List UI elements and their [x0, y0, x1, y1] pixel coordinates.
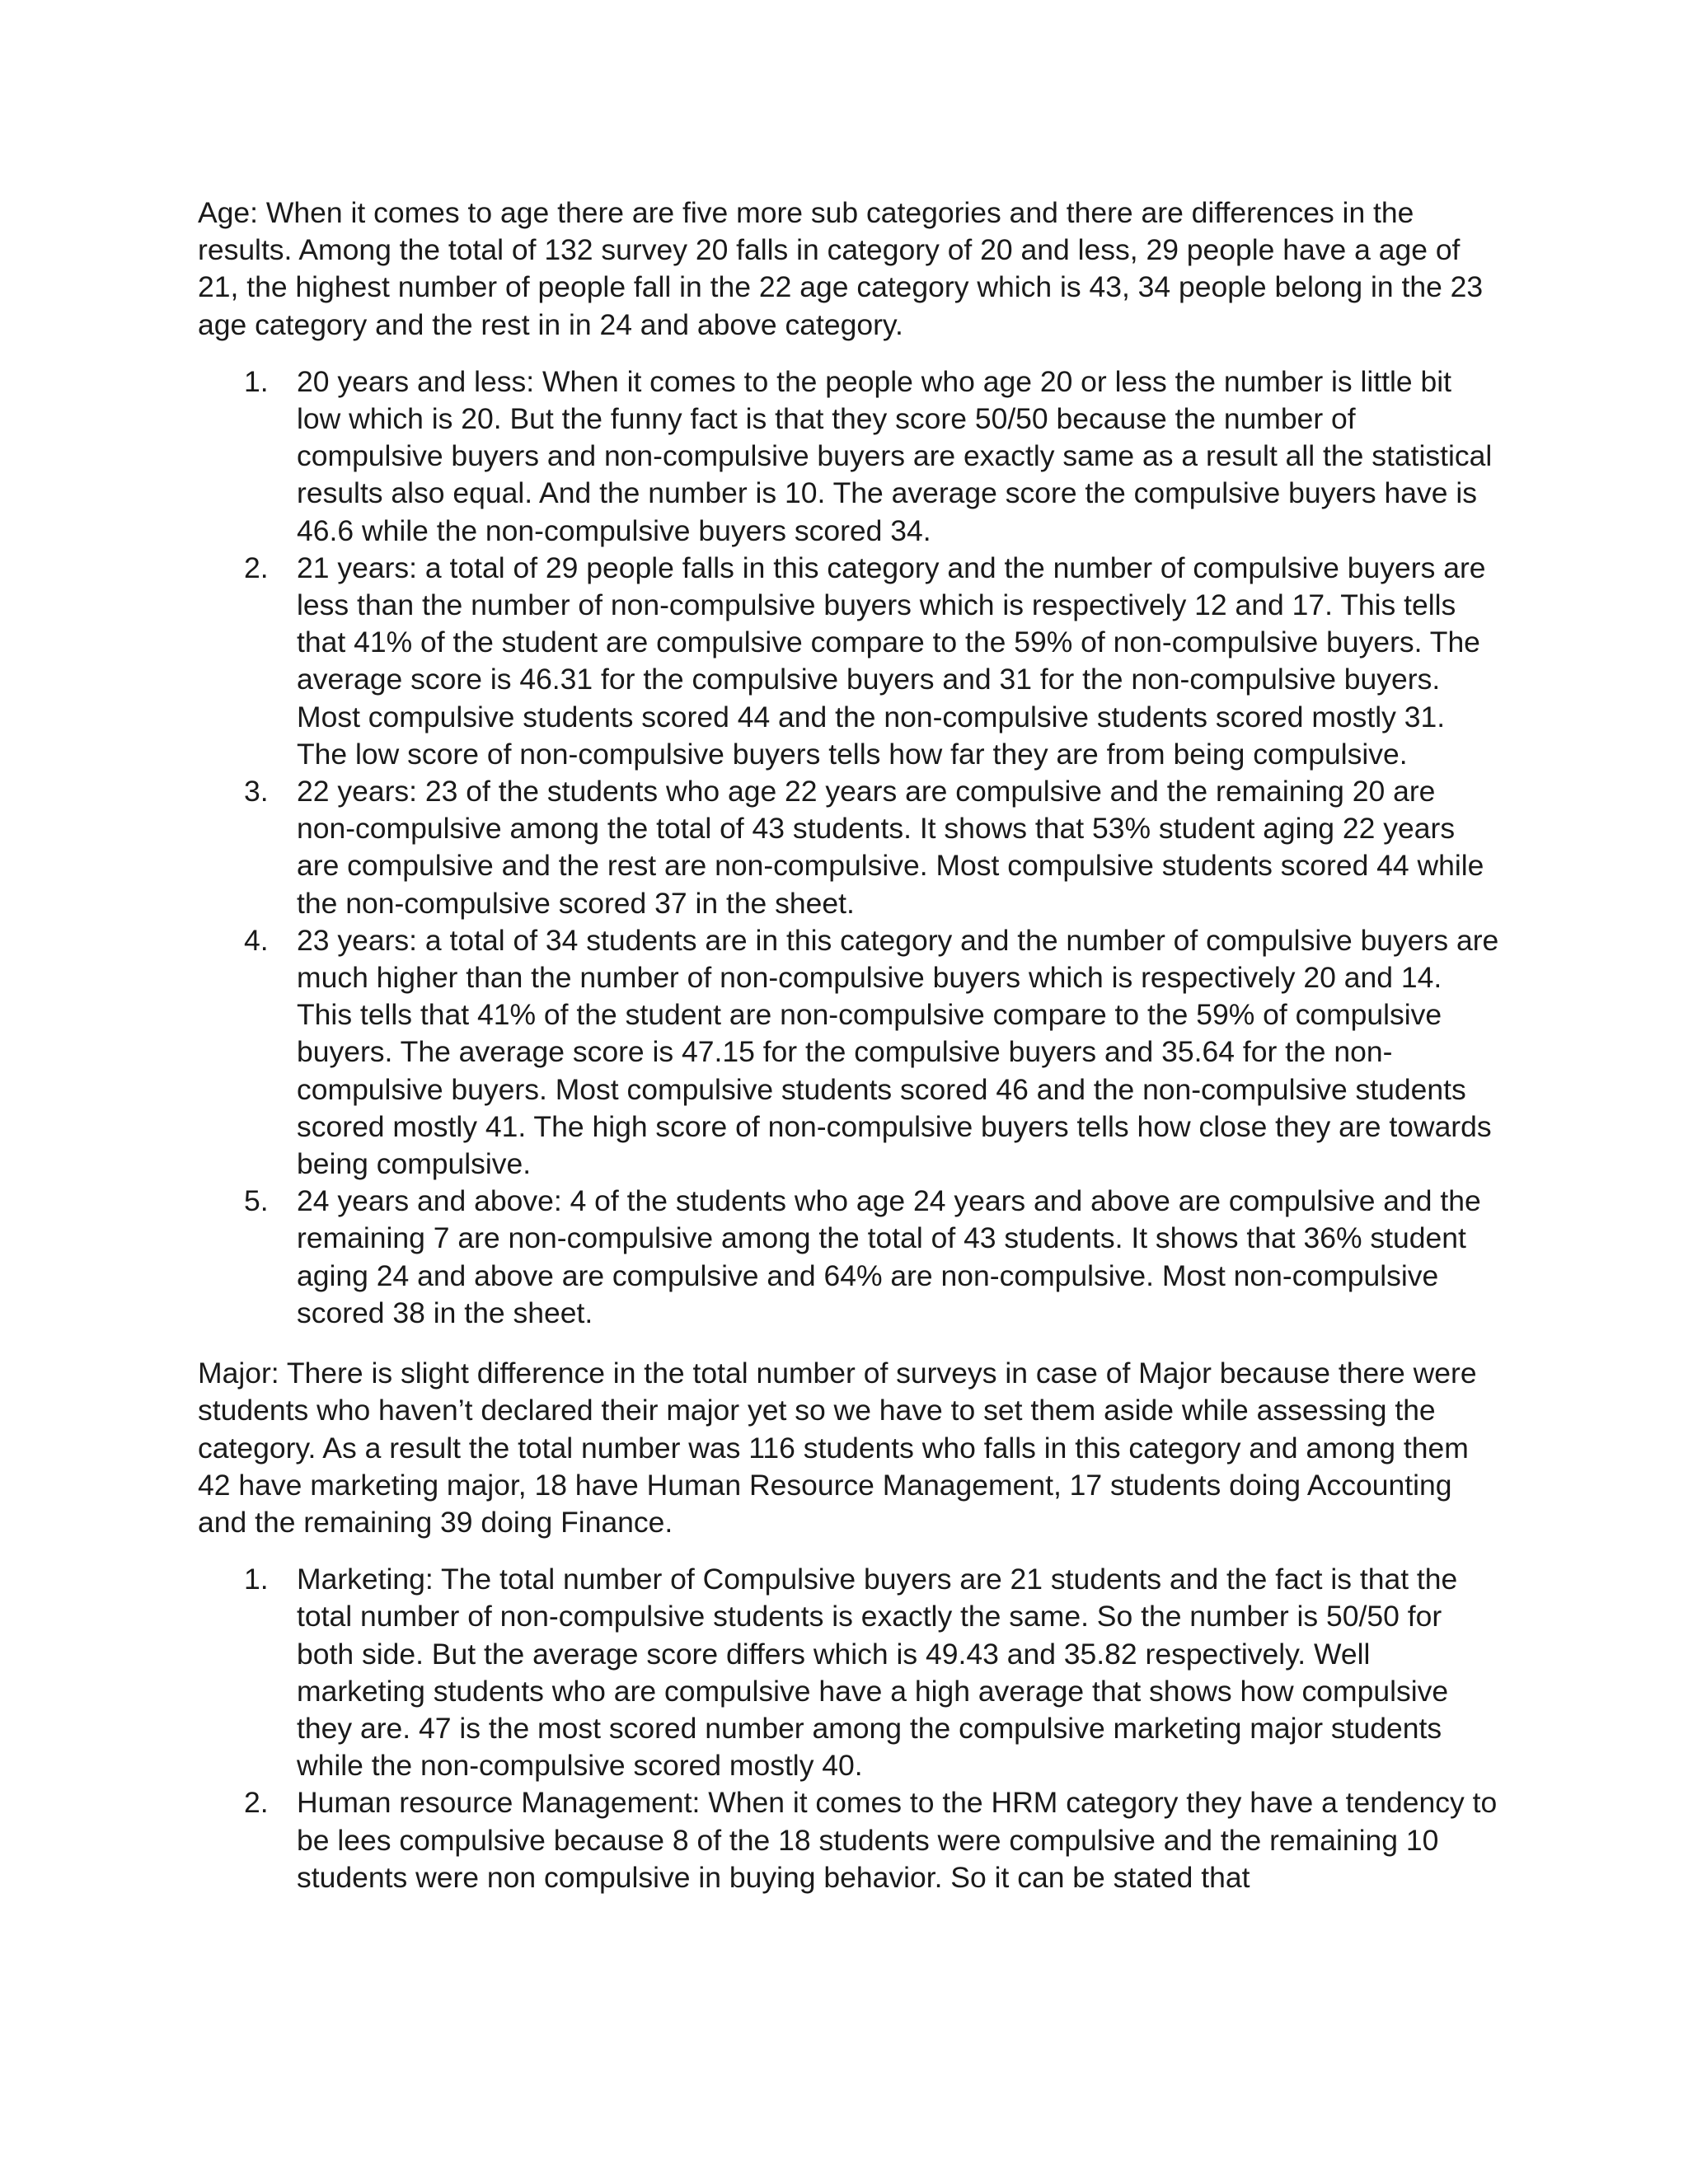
list-number: 2.	[244, 1786, 269, 1820]
list-item	[198, 922, 1500, 1183]
list-item	[198, 1183, 1500, 1332]
list-number: 3.	[244, 775, 269, 808]
list-item-text: 21 years: a total of 29 people falls in this category and the number of compulsive buyers are less than the number of non-compulsive buyers which is respectively 12 and 17. This tells that 41% of the student are compulsive compare to the 59% of non-compulsive buyers. The average score is 46.31 for the compulsive buyers and 31 for the non-compulsive buyers. Most compulsive students scored 44 and the non-compulsive students scored mostly 31. The low score of non-compulsive buyers tells how far they are from being compulsive.	[297, 551, 1486, 771]
major-intro-paragraph: Major: There is slight difference in the total number of surveys in case of Major because there were students who haven’t declared their major yet so we have to set them aside while assessing the category. As a result the total number was 116 students who falls in this category and among them 42 have marketing major, 18 have Human Resource Management, 17 students doing Accounting and the remaining 39 doing Finance.	[198, 1357, 1477, 1539]
list-number: 1.	[244, 1563, 269, 1596]
list-number: 1.	[244, 364, 269, 398]
list-number: 2.	[244, 551, 269, 584]
list-item-text: Human resource Management: When it comes to the HRM category they have a tendency to be lees compulsive because 8 of the 18 students were compulsive and the remaining 10 students were non compulsive in buying behavior. So it can be stated that	[297, 1786, 1498, 1894]
list-item	[198, 1561, 1500, 1784]
list-number: 5.	[244, 1184, 269, 1218]
age-intro-paragraph: Age: When it comes to age there are five more sub categories and there are differences in the results. Among the total of 132 survey 20 falls in category of 20 and less, 29 people have a age of 21, the highest number of people fall in the 22 age category which is 43, 34 people belong in the 23 age category and the rest in in 24 and above category.	[198, 196, 1484, 341]
list-item-text: 20 years and less: When it comes to the people who age 20 or less the number is little bit low which is 20. But the funny fact is that they score 50/50 because the number of compulsive buyers and non-compulsive buyers are exactly same as a result all the statistical results also equal. And the number is 10. The average score the compulsive buyers have is 46.6 while the non-compulsive buyers scored 34.	[297, 364, 1493, 547]
list-item-text: 24 years and above: 4 of the students who age 24 years and above are compulsive and the remaining 7 are non-compulsive among the total of 43 students. It shows that 36% student aging 24 and above are compulsive and 64% are non-compulsive. Most non-compulsive scored 38 in the sheet.	[297, 1184, 1481, 1329]
age-list	[198, 363, 1500, 1332]
list-item	[198, 773, 1500, 922]
major-list	[198, 1561, 1500, 1896]
list-item	[198, 363, 1500, 550]
list-item-text: Marketing: The total number of Compulsive buyers are 21 students and the fact is that the total number of non-compulsive students is exactly the same. So the number is 50/50 for both side. But the average score differs which is 49.43 and 35.82 respectively. Well marketing students who are compulsive have a high average that shows how compulsive they are. 47 is the most scored number among the compulsive marketing major students while the non-compulsive scored mostly 40.	[297, 1563, 1458, 1783]
list-item	[198, 550, 1500, 773]
list-item	[198, 1784, 1500, 1896]
list-number: 4.	[244, 923, 269, 957]
list-item-text: 23 years: a total of 34 students are in this category and the number of compulsive buyers are much higher than the number of non-compulsive buyers which is respectively 20 and 14. This tells that 41% of the student are non-compulsive compare to the 59% of compulsive buyers. The average score is 47.15 for the compulsive buyers and 35.64 for the non-compulsive buyers. Most compulsive students scored 46 and the non-compulsive students scored mostly 41. The high score of non-compulsive buyers tells how close they are towards being compulsive.	[297, 923, 1499, 1181]
list-item-text: 22 years: 23 of the students who age 22 years are compulsive and the remaining 20 are non-compulsive among the total of 43 students. It shows that 53% student aging 22 years are compulsive and the rest are non-compulsive. Most compulsive students scored 44 while the non-compulsive scored 37 in the sheet.	[297, 775, 1484, 920]
body-text	[198, 194, 1500, 1896]
